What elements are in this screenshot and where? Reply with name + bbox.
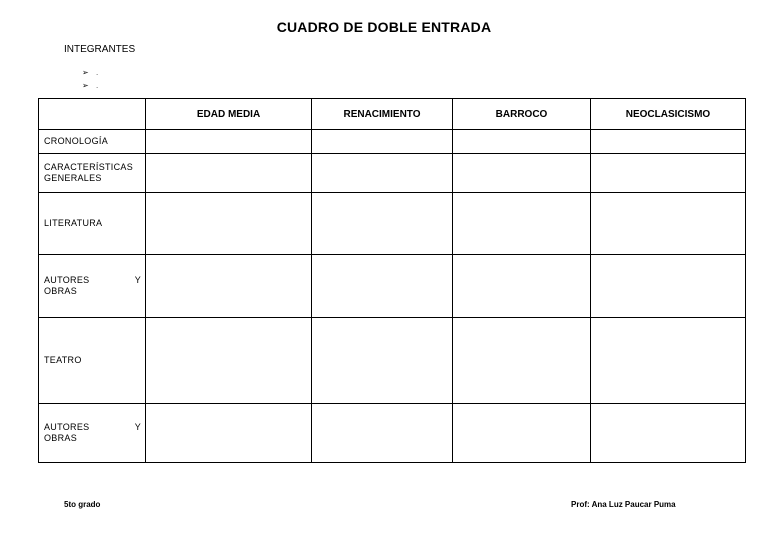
table-row <box>39 130 746 154</box>
table-row <box>39 193 746 255</box>
row-header-cronologia <box>39 130 146 154</box>
table-cell[interactable] <box>146 404 312 463</box>
footer-grade: 5to grado <box>64 500 101 509</box>
column-header-renacimiento: RENACIMIENTO <box>312 99 453 130</box>
table-cell[interactable] <box>312 130 453 154</box>
row-header-teatro <box>39 318 146 404</box>
table-row <box>39 255 746 318</box>
table-cell[interactable] <box>591 255 746 318</box>
table-cell[interactable] <box>312 318 453 404</box>
row-header-literatura <box>39 193 146 255</box>
row-label-line <box>44 422 141 433</box>
column-header-barroco: BARROCO <box>453 99 591 130</box>
table-cell[interactable] <box>453 318 591 404</box>
footer-teacher: Prof: Ana Luz Paucar Puma <box>571 500 676 509</box>
double-entry-table <box>38 98 746 463</box>
table-cell[interactable] <box>312 154 453 193</box>
row-label: OBRAS <box>44 433 78 443</box>
row-label: GENERALES <box>44 173 102 183</box>
row-label: CRONOLOGÍA <box>44 136 109 146</box>
table-cell[interactable] <box>453 193 591 255</box>
arrow-bullet-icon: ➢ <box>82 68 89 77</box>
table-cell[interactable] <box>312 404 453 463</box>
table-cell[interactable] <box>453 255 591 318</box>
table-row <box>39 318 746 404</box>
table-cell[interactable] <box>453 404 591 463</box>
table-cell[interactable] <box>146 318 312 404</box>
table-header-row <box>39 99 746 130</box>
table-cell[interactable] <box>453 130 591 154</box>
row-label: CARACTERÍSTICAS <box>44 162 134 172</box>
bullet-text: . <box>96 68 99 77</box>
row-label: Y <box>134 422 141 432</box>
table-cell[interactable] <box>312 255 453 318</box>
table-row <box>39 404 746 463</box>
row-label: TEATRO <box>44 355 82 365</box>
page-title: CUADRO DE DOBLE ENTRADA <box>276 19 492 35</box>
list-item <box>82 79 98 92</box>
arrow-bullet-icon: ➢ <box>82 81 89 90</box>
table-cell[interactable] <box>591 404 746 463</box>
row-label: Y <box>134 275 141 285</box>
column-header-edad-media: EDAD MEDIA <box>146 99 312 130</box>
table-cell[interactable] <box>453 154 591 193</box>
table-cell[interactable] <box>146 193 312 255</box>
table-cell[interactable] <box>146 255 312 318</box>
table-cell[interactable] <box>312 193 453 255</box>
row-label-line <box>44 275 141 286</box>
table-cell[interactable] <box>591 130 746 154</box>
row-label: AUTORES <box>44 275 90 285</box>
table-cell[interactable] <box>591 318 746 404</box>
row-header-caracteristicas <box>39 154 146 193</box>
column-header-neoclasicismo: NEOCLASICISMO <box>591 99 746 130</box>
row-header-autores-obras-2 <box>39 404 146 463</box>
row-header-autores-obras <box>39 255 146 318</box>
row-label: OBRAS <box>44 286 78 296</box>
row-label: AUTORES <box>44 422 90 432</box>
table-cell[interactable] <box>591 193 746 255</box>
table-row <box>39 154 746 193</box>
bullet-text: . <box>96 81 99 90</box>
table-cell[interactable] <box>591 154 746 193</box>
integrantes-label: INTEGRANTES <box>64 44 136 55</box>
list-item <box>82 66 98 79</box>
bullet-list <box>82 66 98 92</box>
table-cell[interactable] <box>146 130 312 154</box>
table-cell[interactable] <box>146 154 312 193</box>
header-corner-cell <box>39 99 146 130</box>
row-label: LITERATURA <box>44 218 103 228</box>
